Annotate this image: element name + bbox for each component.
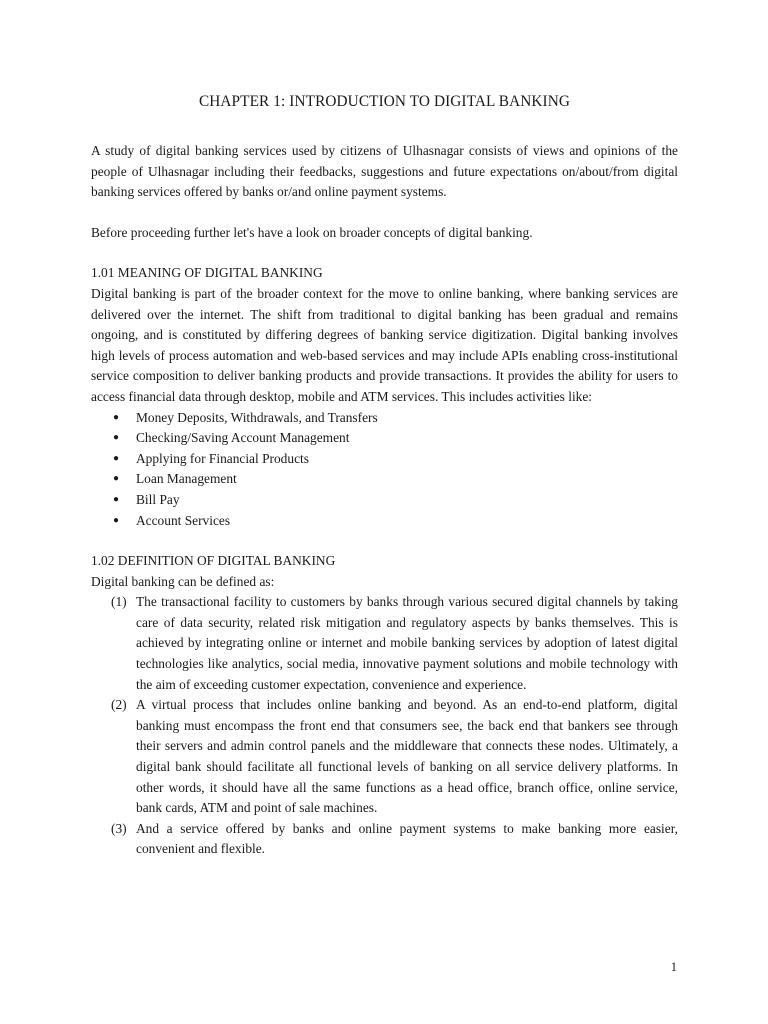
intro-paragraph: A study of digital banking services used by citizens of Ulhasnagar consists of views and opinions of the people of Ulhasnagar including their feedbacks, suggestions and future expectations on/about/from digital banking services offered by banks or/and online payment systems. [91, 143, 678, 200]
bullet-icon: ● [113, 493, 120, 505]
definition-text: A virtual process that includes online banking and beyond. As an end-to-end platform, digital banking must encompass the front end that consumers see, the back end that bankers see through their servers and admin control panels and the middleware that connects these nodes. Ultimately, a digital bank should facilitate all functional levels of banking on all service delivery platforms. In other words, it should have all the same functions as a head office, branch office, online service, bank cards, ATM and point of sale machines. [136, 697, 678, 816]
bullet-icon: ● [113, 432, 120, 444]
bullet-icon: ● [113, 473, 120, 485]
section-heading-definition: 1.02 DEFINITION OF DIGITAL BANKING [91, 553, 336, 569]
definition-number: (1) [111, 594, 127, 610]
list-item-text: Applying for Financial Products [136, 450, 309, 466]
definition-lead: Digital banking can be defined as: [91, 573, 275, 589]
list-item-text: Checking/Saving Account Management [136, 430, 350, 446]
definitions-list [91, 592, 678, 860]
list-item [91, 469, 678, 490]
section-heading-meaning: 1.01 MEANING OF DIGITAL BANKING [91, 265, 323, 281]
definition-item [91, 592, 678, 695]
list-item-text: Bill Pay [136, 491, 180, 507]
list-item-text: Account Services [136, 512, 231, 528]
before-paragraph: Before proceeding further let's have a look on broader concepts of digital banking. [91, 224, 533, 240]
definition-text: The transactional facility to customers by banks through various secured digital channels by taking care of data security, related risk mitigation and regulatory aspects by banks themselves. This is achieved by integrating online or internet and mobile banking services by adoption of latest digital technologies like analytics, social media, innovative payment solutions and mobile technology with the aim of exceeding customer expectation, convenience and experience. [136, 594, 678, 692]
bullet-icon: ● [113, 452, 120, 464]
definition-number: (3) [111, 820, 127, 836]
page-number: 1 [670, 960, 677, 974]
list-item-text: Money Deposits, Withdrawals, and Transfers [136, 409, 378, 425]
list-item [91, 408, 678, 429]
list-item-text: Loan Management [136, 471, 237, 487]
list-item [91, 449, 678, 470]
list-item [91, 511, 678, 532]
definition-number: (2) [111, 697, 127, 713]
meaning-paragraph: Digital banking is part of the broader context for the move to online banking, where banking services are delivered over the internet. The shift from traditional to digital banking has been gradual and remains ongoing, and is constituted by differing degrees of banking service digitization. Digital banking involves high levels of process automation and web-based services and may include APIs enabling cross-institutional service composition to deliver banking products and provide transactions. It provides the ability for users to access financial data through desktop, mobile and ATM services. This includes activities like: [91, 285, 678, 404]
definition-item [91, 695, 678, 819]
bullet-icon: ● [113, 514, 120, 526]
definition-text: And a service offered by banks and online payment systems to make banking more easier, convenient and flexible. [136, 820, 678, 857]
activities-list [91, 408, 678, 532]
chapter-title: CHAPTER 1: INTRODUCTION TO DIGITAL BANKING [198, 93, 571, 110]
page-content [91, 92, 678, 860]
list-item [91, 490, 678, 511]
definition-item [91, 819, 678, 860]
list-item [91, 428, 678, 449]
bullet-icon: ● [113, 411, 120, 423]
